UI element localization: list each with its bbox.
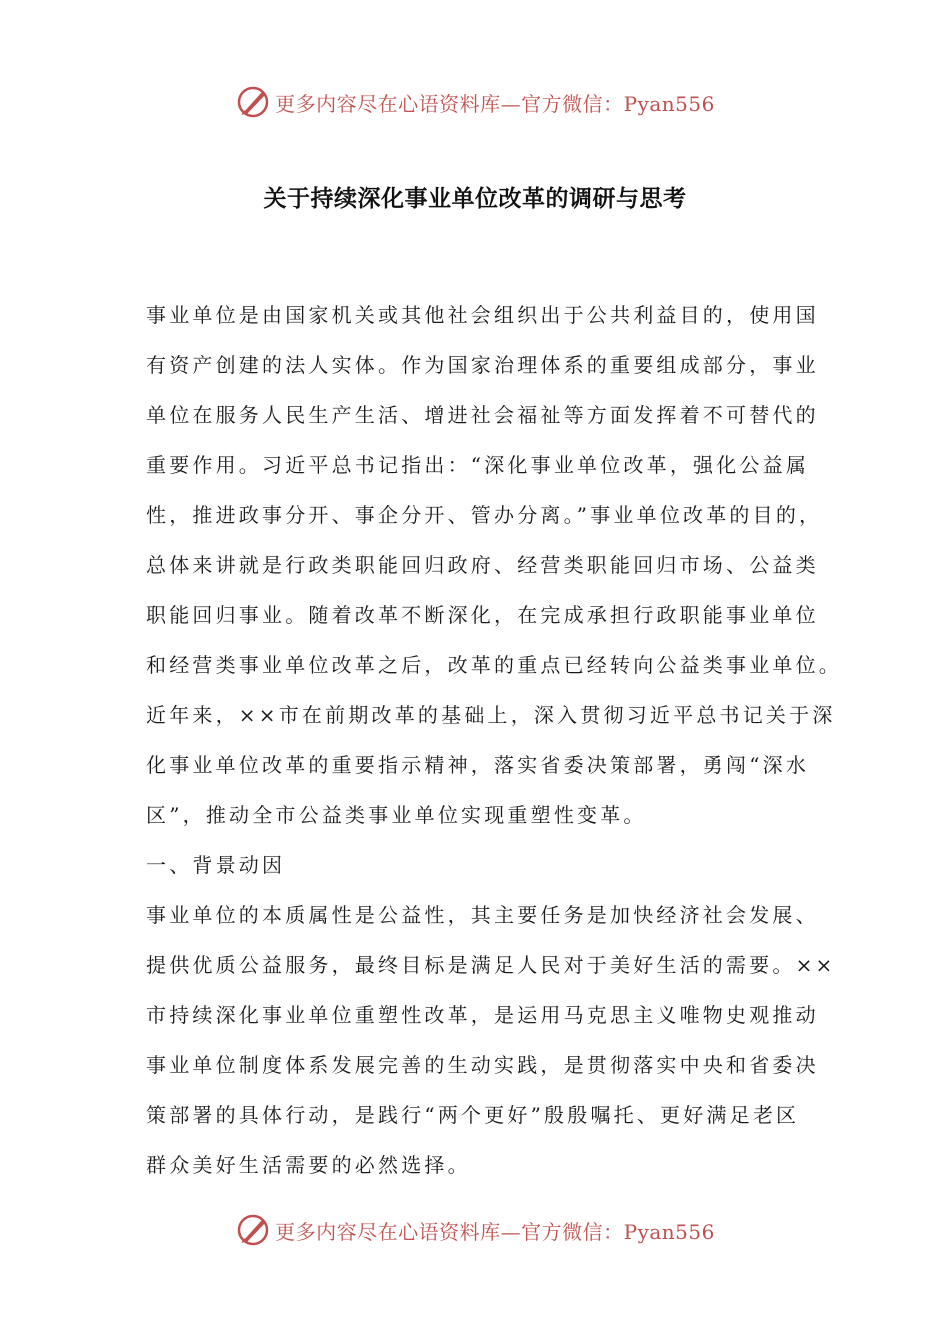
body-line: 策部署的具体行动，是践行“两个更好”殷殷嘱托、更好满足老区 bbox=[146, 1103, 800, 1127]
body-line: 事业单位是由国家机关或其他社会组织出于公共利益目的，使用国 bbox=[146, 303, 819, 327]
body-line: 事业单位制度体系发展完善的生动实践，是贯彻落实中央和省委决 bbox=[146, 1053, 819, 1077]
body-line: 市持续深化事业单位重塑性改革，是运用马克思主义唯物史观推动 bbox=[146, 1003, 819, 1027]
body-line: 化事业单位改革的重要指示精神，落实省委决策部署，勇闯“深水 bbox=[146, 753, 810, 777]
footer-watermark-banner bbox=[0, 1210, 950, 1250]
pen-logo-icon bbox=[235, 1212, 271, 1248]
watermark-text: 更多内容尽在心语资料库—官方微信：Pyan556 bbox=[275, 91, 715, 116]
body-line: 重要作用。习近平总书记指出：“深化事业单位改革，强化公益属 bbox=[146, 453, 810, 477]
header-watermark-banner bbox=[0, 82, 950, 122]
pen-logo-icon bbox=[235, 84, 271, 120]
body-line: 职能回归事业。随着改革不断深化，在完成承担行政职能事业单位 bbox=[146, 603, 819, 627]
body-line: 有资产创建的法人实体。作为国家治理体系的重要组成部分，事业 bbox=[146, 353, 819, 377]
body-line: 总体来讲就是行政类职能回归政府、经营类职能回归市场、公益类 bbox=[146, 553, 819, 577]
document-title: 关于持续深化事业单位改革的调研与思考 bbox=[263, 186, 687, 212]
body-line: 和经营类事业单位改革之后，改革的重点已经转向公益类事业单位。 bbox=[146, 653, 842, 677]
body-line: 单位在服务人民生产生活、增进社会福祉等方面发挥着不可替代的 bbox=[146, 403, 819, 427]
section-heading: 一、背景动因 bbox=[146, 853, 286, 877]
watermark-text: 更多内容尽在心语资料库—官方微信：Pyan556 bbox=[275, 1219, 715, 1244]
body-line: 提供优质公益服务，最终目标是满足人民对于美好生活的需要。×× bbox=[146, 953, 836, 977]
body-line: 性，推进政事分开、事企分开、管办分离。”事业单位改革的目的， bbox=[146, 503, 823, 527]
document-body bbox=[146, 290, 842, 1190]
body-line: 近年来，××市在前期改革的基础上，深入贯彻习近平总书记关于深 bbox=[146, 703, 836, 727]
body-line: 区”，推动全市公益类事业单位实现重塑性变革。 bbox=[146, 803, 647, 827]
body-line: 群众美好生活需要的必然选择。 bbox=[146, 1153, 471, 1177]
body-line: 事业单位的本质属性是公益性，其主要任务是加快经济社会发展、 bbox=[146, 903, 819, 927]
